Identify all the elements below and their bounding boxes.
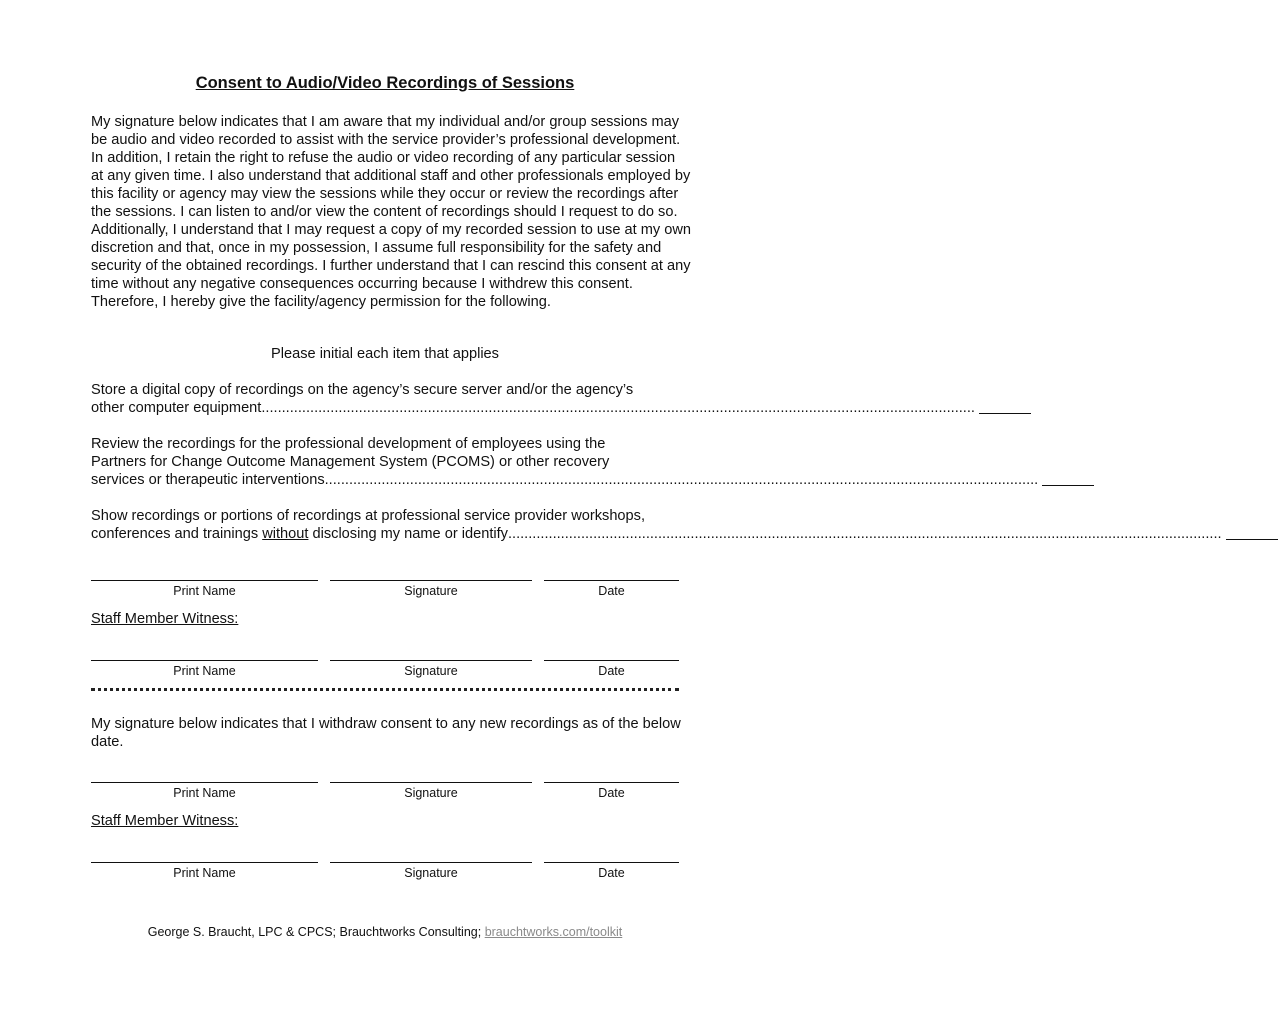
withdraw-witness-signature-row — [0, 862, 770, 892]
page-title: Consent to Audio/Video Recordings of Sessions — [195, 74, 575, 92]
signature-label: Signature — [404, 584, 458, 598]
date-field[interactable] — [544, 660, 679, 678]
print-name-label: Print Name — [173, 664, 236, 678]
date-label: Date — [598, 866, 625, 880]
witness-signature-row — [0, 660, 770, 690]
signature-label: Signature — [404, 866, 458, 880]
consent-item-store — [91, 381, 975, 417]
date-field[interactable] — [544, 580, 679, 598]
dot-leader: ................................................................................................................................................................................ — [507, 526, 1222, 542]
signature-field[interactable] — [330, 580, 532, 598]
footer — [0, 925, 770, 939]
date-field[interactable] — [544, 862, 679, 880]
print-name-label: Print Name — [173, 866, 236, 880]
staff-witness-heading: Staff Member Witness: — [91, 611, 239, 627]
signature-label: Signature — [404, 664, 458, 678]
footer-credit: George S. Braucht, LPC & CPCS; Brauchtworks Consulting; — [147, 925, 485, 939]
consent-item-review — [91, 435, 1039, 489]
withdraw-client-signature-row — [0, 782, 770, 812]
intro-paragraph: My signature below indicates that I am aware that my individual and/or group sessions may be audio and video recorded to assist with the service provider’s professional development. In addition, I retain the right to refuse the audio or video recording of any particular session at any given time. I also understand that additional staff and other professionals employed by this facility or agency may view the sessions while they occur or review the recordings after the sessions. I can listen to and/or view the content of recordings should I request to do so. Additionally, I understand that I may request a copy of my recorded session to use at my own discretion and that, once in my possession, I assume full responsibility for the safety and security of the obtained recordings. I further understand that I can rescind this consent at any time without any negative consequences occurring because I withdrew this consent. Therefore, I hereby give the facility/agency permission for the following. — [91, 114, 692, 310]
consent-item-show — [91, 507, 1222, 543]
footer-link[interactable]: brauchtworks.com/toolkit — [484, 925, 623, 939]
print-name-label: Print Name — [173, 786, 236, 800]
signature-field[interactable] — [330, 782, 532, 800]
dot-leader: ................................................................................................................................................................................ — [261, 400, 975, 416]
initial-blank-review[interactable] — [1042, 471, 1094, 486]
item-text: Show recordings or portions of recordings at professional service provider workshops, — [91, 508, 646, 524]
initial-instruction: Please initial each item that applies — [271, 346, 499, 362]
without-emphasis: without — [262, 526, 309, 542]
signature-label: Signature — [404, 786, 458, 800]
print-name-field[interactable] — [91, 580, 318, 598]
item-text: Store a digital copy of recordings on the agency’s secure server and/or the agency’s — [91, 382, 634, 398]
date-field[interactable] — [544, 782, 679, 800]
print-name-field[interactable] — [91, 660, 318, 678]
staff-witness-heading: Staff Member Witness: — [91, 813, 239, 829]
item-text: conferences and trainings without disclosing my name or identify — [91, 526, 508, 542]
date-label: Date — [598, 786, 625, 800]
initial-blank-show[interactable] — [1226, 525, 1278, 540]
dot-leader: ................................................................................................................................................................................ — [324, 472, 1039, 488]
signature-field[interactable] — [330, 660, 532, 678]
print-name-field[interactable] — [91, 782, 318, 800]
item-text: other computer equipment — [91, 400, 262, 416]
print-name-field[interactable] — [91, 862, 318, 880]
item-text: services or therapeutic interventions — [91, 472, 325, 488]
withdraw-paragraph: My signature below indicates that I withdraw consent to any new recordings as of the below date. — [91, 716, 681, 750]
print-name-label: Print Name — [173, 584, 236, 598]
signature-field[interactable] — [330, 862, 532, 880]
item-text: Review the recordings for the professional development of employees using the — [91, 436, 606, 452]
date-label: Date — [598, 664, 625, 678]
date-label: Date — [598, 584, 625, 598]
client-signature-row — [0, 580, 770, 610]
initial-blank-store[interactable] — [979, 399, 1031, 414]
section-divider — [91, 688, 679, 695]
item-text: Partners for Change Outcome Management System (PCOMS) or other recovery — [91, 454, 610, 470]
